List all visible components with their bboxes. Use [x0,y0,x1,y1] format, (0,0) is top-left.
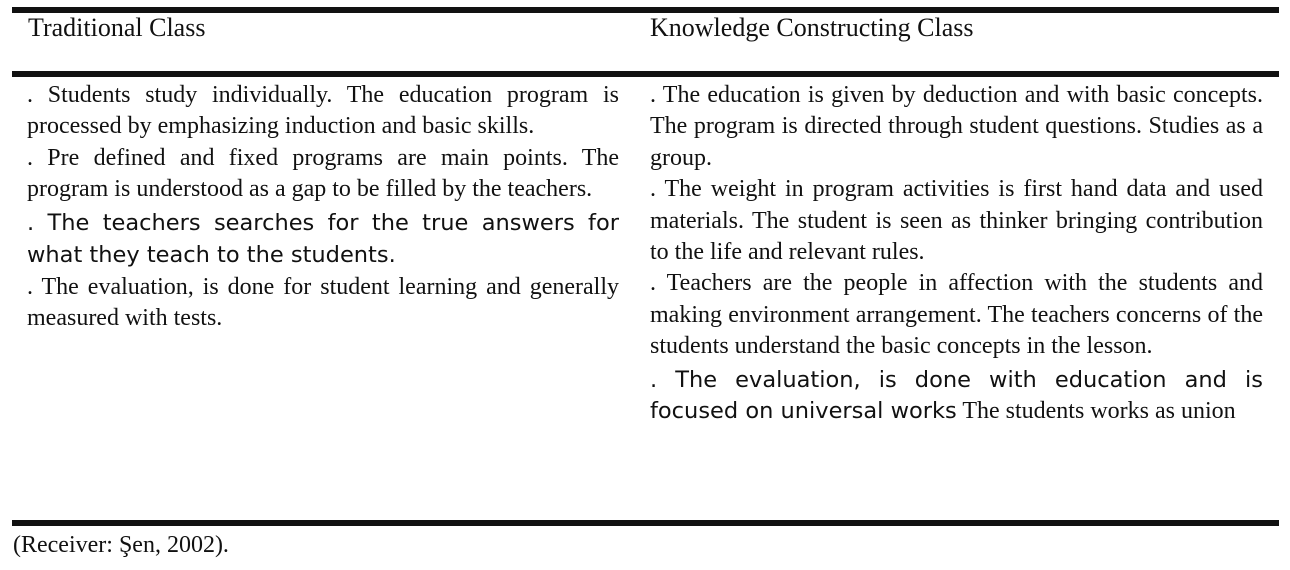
header-knowledge-constructing-class: Knowledge Constructing Class [650,13,974,42]
constructing-item-4-plain: The students works as union [956,398,1236,425]
traditional-item-1: . Students study individually. The education program is processed by emphasizing induction and basic skills. [27,82,619,140]
table-header-rule [12,71,1279,77]
traditional-item-3: . The teachers searches for the true answers for what they teach to the students. [27,209,619,268]
constructing-item-4-emphasized: . The evaluation, is done with education and is focused on universal works [650,366,1263,425]
source-citation: (Receiver: Şen, 2002). [13,532,229,558]
constructing-item-3: . Teachers are the people in affection with the students and making environment arrangement. The teachers concerns of the students understand the basic concepts in the lesson. [650,270,1263,360]
traditional-item-4: . The evaluation, is done for student learning and generally measured with tests. [27,273,619,332]
constructing-item-4 [650,365,1263,428]
constructing-item-2: . The weight in program activities is first hand data and used materials. The student is seen as thinker bringing contribution to the life and relevant rules. [650,176,1263,266]
traditional-class-column [27,80,619,334]
traditional-item-2: . Pre defined and fixed programs are main points. The program is understood as a gap to be filled by the teachers. [27,144,619,203]
header-traditional-class: Traditional Class [28,13,206,42]
knowledge-constructing-class-column [650,80,1263,427]
table-bottom-rule [12,520,1279,526]
constructing-item-1: . The education is given by deduction and with basic concepts. The program is directed through student questions. Studies as a group. [650,82,1263,171]
